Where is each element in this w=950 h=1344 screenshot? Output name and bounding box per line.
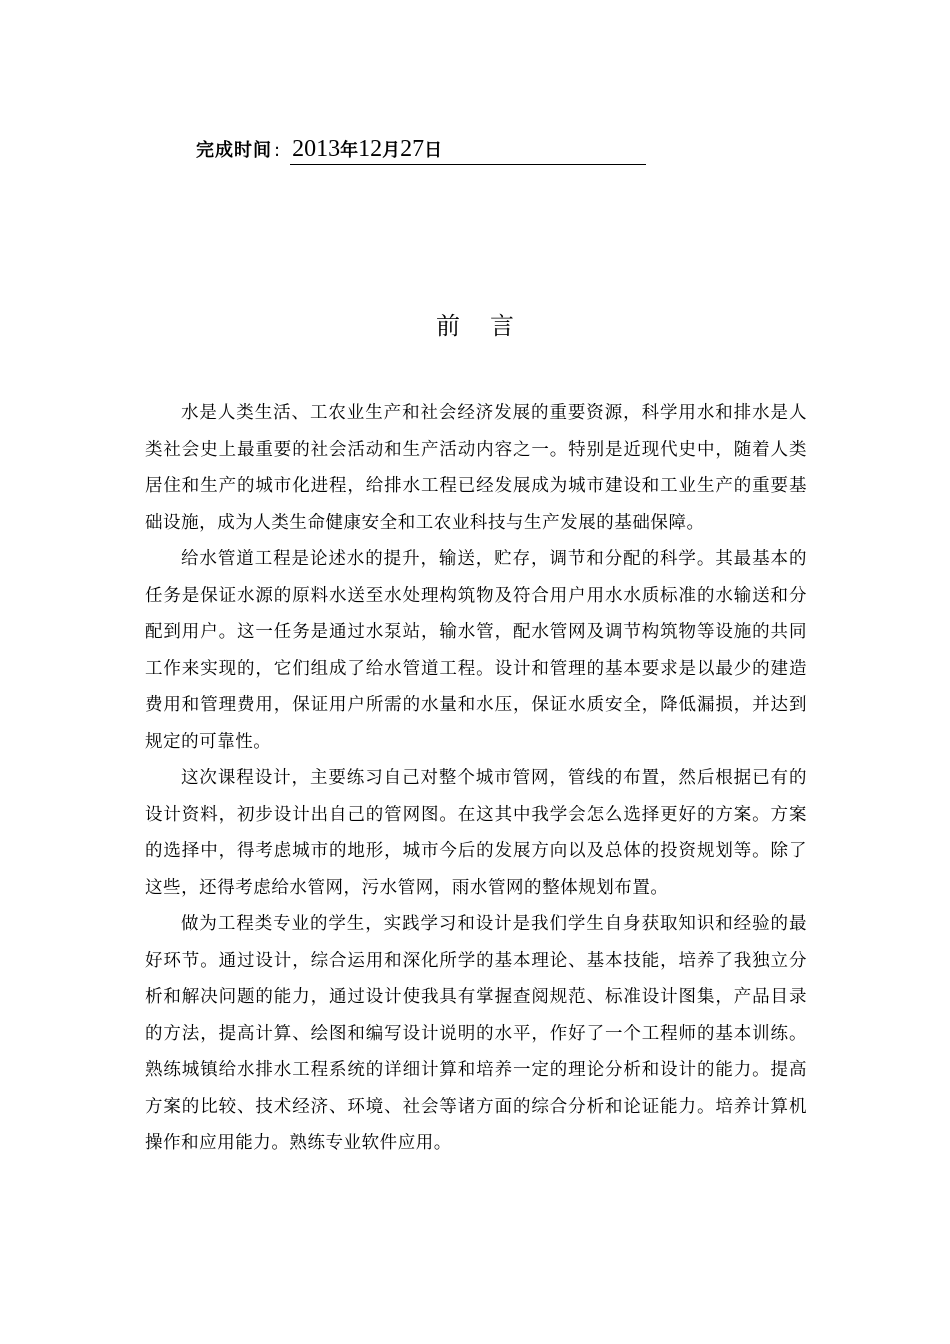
completion-date-line bbox=[196, 136, 646, 166]
preface-paragraph: 给水管道工程是论述水的提升，输送，贮存，调节和分配的科学。其最基本的任务是保证水源的原料水送至水处理构筑物及符合用户用水水质标准的水输送和分配到用户。这一任务是通过水泵站，输水管，配水管网及调节构筑物等设施的共同工作来实现的，它们组成了给水管道工程。设计和管理的基本要求是以最少的建造费用和管理费用，保证用户所需的水量和水压，保证水质安全，降低漏损，并达到规定的可靠性。 bbox=[145, 549, 807, 752]
completion-day: 27 bbox=[400, 136, 425, 162]
preface-body bbox=[145, 395, 807, 1162]
completion-month: 12 bbox=[358, 136, 383, 162]
completion-year-unit: 年 bbox=[340, 140, 359, 161]
completion-colon: : bbox=[274, 140, 281, 161]
preface-paragraph: 做为工程类专业的学生，实践学习和设计是我们学生自身获取知识和经验的最好环节。通过设计，综合运用和深化所学的基本理论、基本技能，培养了我独立分析和解决问题的能力，通过设计使我具有掌握查阅规范、标准设计图集，产品目录的方法，提高计算、绘图和编写设计说明的水平，作好了一个工程师的基本训练。熟练城镇给水排水工程系统的详细计算和培养一定的理论分析和设计的能力。提高方案的比较、技术经济、环境、社会等诸方面的综合分析和论证能力。培养计算机操作和应用能力。熟练专业软件应用。 bbox=[145, 914, 807, 1153]
completion-date-field bbox=[290, 136, 646, 165]
completion-year: 2013 bbox=[292, 136, 341, 162]
completion-label: 完成时间 bbox=[196, 140, 272, 161]
preface-paragraph: 这次课程设计，主要练习自己对整个城市管网，管线的布置，然后根据已有的设计资料，初步设计出自己的管网图。在这其中我学会怎么选择更好的方案。方案的选择中，得考虑城市的地形，城市今后的发展方向以及总体的投资规划等。除了这些，还得考虑给水管网，污水管网，雨水管网的整体规划布置。 bbox=[145, 768, 807, 898]
preface-paragraph: 水是人类生活、工农业生产和社会经济发展的重要资源，科学用水和排水是人类社会史上最重要的社会活动和生产活动内容之一。特别是近现代史中，随着人类居住和生产的城市化进程，给排水工程已经发展成为城市建设和工业生产的重要基础设施，成为人类生命健康安全和工农业科技与生产发展的基础保障。 bbox=[145, 403, 807, 533]
preface-title: 前言 bbox=[436, 312, 544, 340]
completion-day-unit: 日 bbox=[424, 140, 443, 161]
completion-month-unit: 月 bbox=[382, 140, 401, 161]
